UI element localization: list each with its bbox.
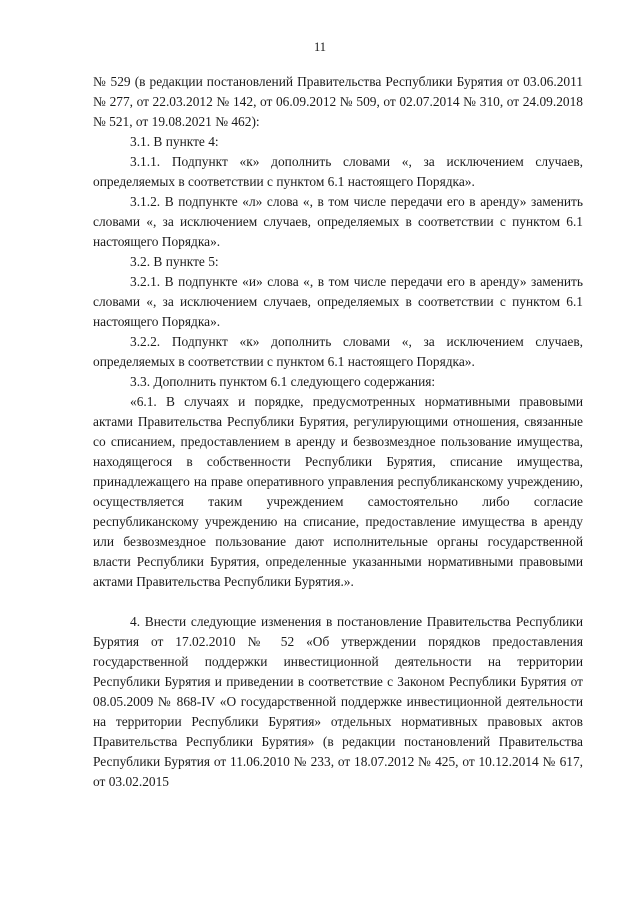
paragraph-3-3: 3.3. Дополнить пунктом 6.1 следующего содержания: bbox=[130, 374, 436, 389]
paragraph-6-1-quote: «6.1. В случаях и порядке, предусмотренных нормативными правовыми актами Правительства Республики Бурятия, регулирующими отношения, связанные со списанием, предоставлением в аренду и безвозмездное пользование имущества, находящегося в собственности Республики Бурятия, списание имущества, принадлежащего на праве оперативного управления республиканскому учреждению, осуществляется таким учреждением самостоятельно либо согласие республиканскому учреждению на списание, предоставление имущества в аренду или безвозмездное пользование дают исполнительные органы государственной власти Республики Бурятия, определенные указанными нормативными правовыми актами Правительства Республики Бурятия.». bbox=[93, 394, 583, 589]
page-number: 11 bbox=[313, 40, 327, 54]
paragraph-4: 4. Внести следующие изменения в постановление Правительства Республики Бурятия от 17.02.2010 № 52 «Об утверждении порядков предоставления государственной поддержки инвестиционной деятельности на территории Республики Бурятия и приведении в соответствие с Законом Республики Бурятия от 08.05.2009 № 868-IV «О государственной поддержке инвестиционной деятельности на территории Республики Бурятия» отдельных нормативных правовых актов Правительства Республики Бурятия» (в редакции постановлений Правительства Республики Бурятия от 11.06.2010 № 233, от 18.07.2012 № 425, от 10.12.2014 № 617, от 03.02.2015 bbox=[93, 614, 583, 789]
paragraph-3-1: 3.1. В пункте 4: bbox=[130, 134, 219, 149]
paragraph-3-2-1: 3.2.1. В подпункте «и» слова «, в том числе передачи его в аренду» заменить словами «, за исключением случаев, определяемых в соответствии с пунктом 6.1 настоящего Порядка». bbox=[93, 274, 583, 329]
paragraph-3-1-1: 3.1.1. Подпункт «к» дополнить словами «, за исключением случаев, определяемых в соответствии с пунктом 6.1 настоящего Порядка». bbox=[93, 154, 583, 189]
paragraph-gap bbox=[93, 592, 583, 612]
paragraph-3-2: 3.2. В пункте 5: bbox=[130, 254, 219, 269]
paragraph-3-2-2: 3.2.2. Подпункт «к» дополнить словами «, за исключением случаев, определяемых в соответствии с пунктом 6.1 настоящего Порядка». bbox=[93, 334, 583, 369]
document-body bbox=[93, 72, 583, 792]
paragraph-3-1-2: 3.1.2. В подпункте «л» слова «, в том числе передачи его в аренду» заменить словами «, за исключением случаев, определяемых в соответствии с пунктом 6.1 настоящего Порядка». bbox=[93, 194, 583, 249]
paragraph-continuation: № 529 (в редакции постановлений Правительства Республики Бурятия от 03.06.2011 № 277, от 22.03.2012 № 142, от 06.09.2012 № 509, от 02.07.2014 № 310, от 24.09.2018 № 521, от 19.08.2021 № 462): bbox=[93, 74, 583, 129]
